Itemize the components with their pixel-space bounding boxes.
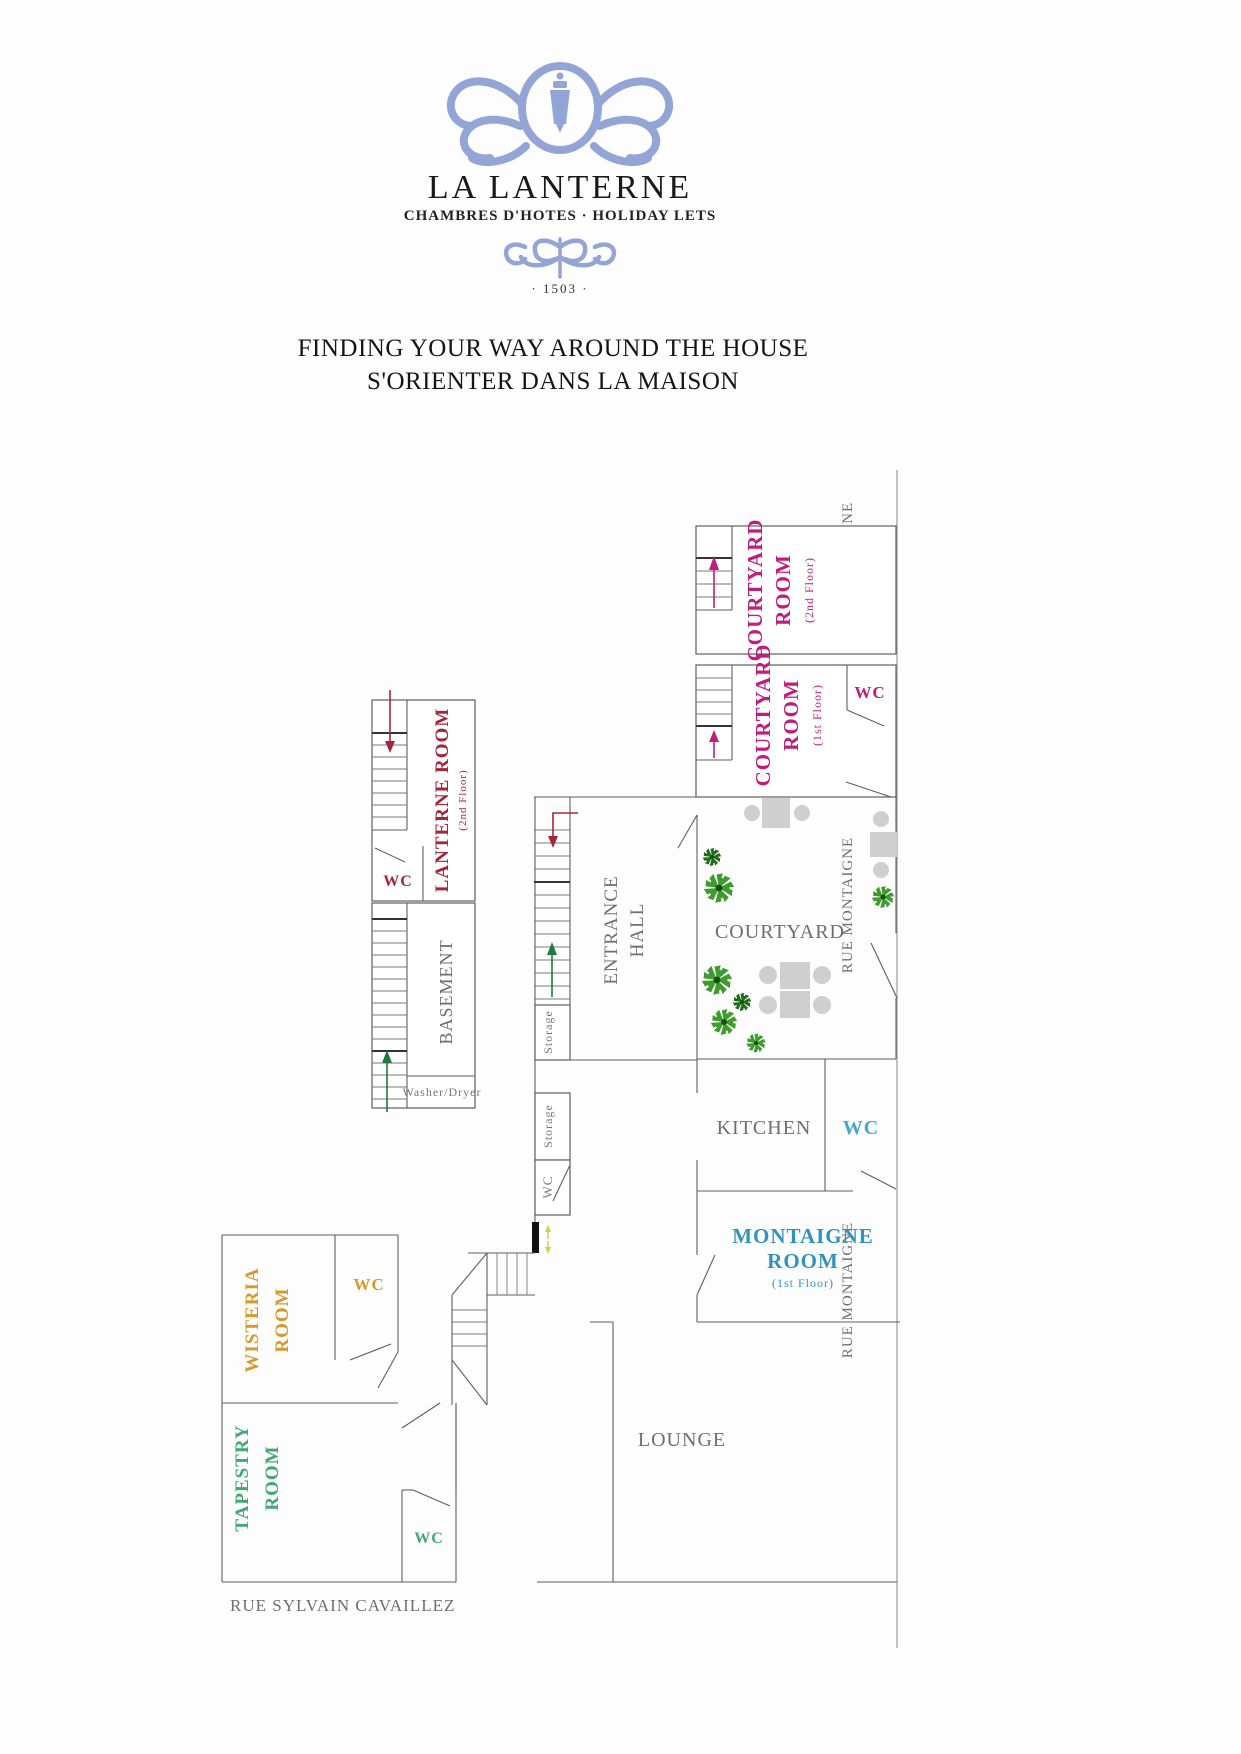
montaigne-label2: ROOM xyxy=(767,1249,839,1273)
tapestry-room-label: TAPESTRY xyxy=(232,1424,253,1532)
street-label-rue-montaigne-bottom: RUE MONTAIGNE xyxy=(840,1221,856,1359)
logo-year: · 1503 · xyxy=(531,281,589,296)
logo-swirl-left xyxy=(451,81,526,162)
courtyard-room-1st-floor-tag: (1st Floor) xyxy=(810,684,824,746)
kitchen xyxy=(697,1059,896,1191)
stairs-southwest xyxy=(452,1253,535,1490)
door-swing xyxy=(861,1171,896,1189)
door-swing xyxy=(378,1352,398,1388)
courtyard xyxy=(534,782,897,1059)
tapestry-room-label2: ROOM xyxy=(262,1445,283,1511)
logo-name: LA LANTERNE xyxy=(427,169,693,206)
street-label-rue-sylvain-cavaillez: RUE SYLVAIN CAVAILLEZ xyxy=(230,1596,456,1615)
courtyard-table-lower xyxy=(759,962,831,1018)
montaigne-label: MONTAIGNE xyxy=(732,1224,874,1248)
montaigne-room xyxy=(697,1191,900,1322)
courtyard-table-top xyxy=(744,798,810,828)
lounge xyxy=(537,1322,897,1582)
lanterne-floor-tag: (2nd Floor) xyxy=(457,769,469,831)
basement xyxy=(372,903,482,1112)
door-swing xyxy=(402,1403,440,1428)
basement-label: BASEMENT xyxy=(436,939,456,1045)
courtyard-room-2nd-label: COURTYARD xyxy=(743,518,767,662)
up-arrow-green xyxy=(547,942,557,997)
wc-lanterne-label: WC xyxy=(383,873,413,890)
door-swing xyxy=(678,815,697,848)
courtyard-table-right xyxy=(870,811,897,878)
entrance-hall xyxy=(468,797,697,1254)
door-swing xyxy=(350,1344,391,1360)
entrance-arrows-yellow xyxy=(545,1225,551,1254)
street-label-rue-montaigne-mid: RUE MONTAIGNE xyxy=(840,836,856,974)
logo-ornament xyxy=(420,62,700,172)
page-title-line1: FINDING YOUR WAY AROUND THE HOUSE xyxy=(297,335,809,362)
door-swing xyxy=(413,1490,450,1506)
courtyard-plants xyxy=(702,848,894,1053)
courtyard-room-2nd-floor xyxy=(696,519,896,662)
storage-upper-label: Storage xyxy=(541,1010,555,1054)
montaigne-floor-tag: (1st Floor) xyxy=(772,1276,834,1290)
lantern-icon xyxy=(550,73,570,134)
hall-walls xyxy=(468,797,697,1253)
washer-dryer-label: Washer/Dryer xyxy=(402,1085,482,1099)
southwest-block xyxy=(222,1235,535,1582)
courtyard-room-2nd-floor-tag: (2nd Floor) xyxy=(802,557,816,623)
wc-hall-label: WC xyxy=(540,1175,555,1199)
wc-courtyard-label: WC xyxy=(854,683,886,702)
front-door-bar xyxy=(532,1222,539,1253)
kitchen-label: KITCHEN xyxy=(716,1117,812,1139)
courtyard-room-1st-floor xyxy=(696,644,896,797)
lanterne-room-label: LANTERNE ROOM xyxy=(432,707,453,893)
page-title-line2: S'ORIENTER DANS LA MAISON xyxy=(367,368,739,395)
floor-plan xyxy=(180,460,940,1660)
wisteria-room-label2: ROOM xyxy=(272,1287,293,1353)
wc-tapestry-label: WC xyxy=(414,1530,444,1547)
wisteria-room-label: WISTERIA xyxy=(242,1267,263,1373)
courtyard-room-1st-label2: ROOM xyxy=(779,679,803,751)
door-swing xyxy=(697,1255,715,1295)
lounge-walls xyxy=(537,1322,897,1582)
wc-wisteria-label: WC xyxy=(353,1275,385,1294)
storage-lower-label: Storage xyxy=(541,1104,555,1148)
entrance-hall-label2: HALL xyxy=(627,902,648,958)
courtyard-room-2nd-label2: ROOM xyxy=(771,554,795,626)
courtyard-label: COURTYARD xyxy=(714,921,846,943)
logo-swirl-right xyxy=(594,81,669,162)
lanterne-room xyxy=(372,690,475,901)
courtyard-room-1st-label: COURTYARD xyxy=(751,643,775,787)
logo-bottom-flourish xyxy=(495,233,625,281)
logo-tagline: CHAMBRES D'HOTES · HOLIDAY LETS xyxy=(403,208,717,224)
stairs-entrance xyxy=(534,813,578,999)
wc-kitchen-label: WC xyxy=(842,1117,880,1139)
lounge-label: LOUNGE xyxy=(637,1429,727,1451)
entrance-hall-label: ENTRANCE xyxy=(601,875,622,985)
